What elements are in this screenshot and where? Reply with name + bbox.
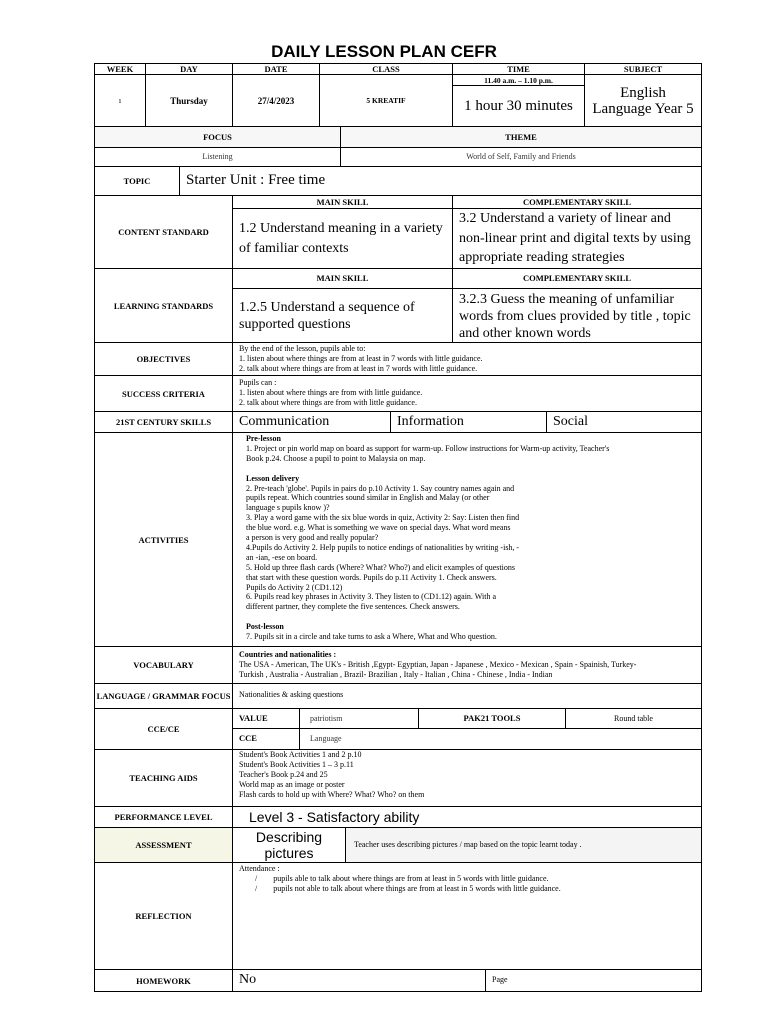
page-title: DAILY LESSON PLAN CEFR (271, 42, 497, 61)
reflection-line (239, 884, 701, 894)
objective-line: By the end of the lesson, pupils able to: (239, 344, 366, 353)
activity-line: an -ian, -ese on board. (246, 552, 318, 562)
homework-label: HOMEWORK (94, 969, 233, 992)
spacer (246, 612, 701, 622)
teaching-aid-line: Flash cards to hold up with Where? What? Who? on them (239, 789, 425, 799)
tick-mark: / (255, 883, 258, 893)
theme-label: THEME (340, 126, 702, 148)
activity-line: Pupils do Activity 2 (CD1.12) (246, 582, 343, 592)
activity-line: pupils repeat. Which countries sound similar in English and Malay (or other (246, 493, 490, 503)
focus-value: Listening (94, 147, 341, 167)
lesson-delivery-title: Lesson delivery (246, 473, 300, 483)
date-value: 27/4/2023 (232, 74, 320, 127)
duration-value: 1 hour 30 minutes (452, 85, 585, 127)
assessment-note: Teacher uses describing pictures / map based on the topic learnt today . (345, 827, 702, 863)
day-value: Thursday (145, 74, 233, 127)
vocabulary-title: Countries and nationalities : (239, 650, 337, 659)
learning-standards-label: LEARNING STANDARDS (94, 268, 233, 343)
vocabulary-line: The USA - American, The UK's - British ,Egypt- Egyptian, Japan - Japanese , Mexico - Mexican , Spain - Spainish, Turkey- (239, 659, 637, 669)
pre-lesson-title: Pre-lesson (246, 434, 281, 443)
teaching-aids-body (232, 749, 702, 807)
post-lesson-title: Post-lesson (246, 622, 284, 632)
skills21-label: 21ST CENTURY SKILLS (94, 411, 233, 433)
activity-line: 7. Pupils sit in a circle and take turns to ask a Where, What and Who question. (246, 632, 497, 642)
subject-header: SUBJECT (584, 63, 702, 75)
tick-mark: / (255, 873, 258, 883)
homework-value: No (232, 969, 486, 992)
skill-communication: Communication (232, 411, 391, 433)
topic-value: Starter Unit : Free time (179, 166, 702, 196)
teaching-aid-line: Student's Book Activities 1 and 2 p.10 (239, 750, 362, 759)
activities-body (232, 432, 702, 647)
cs-comp-text: 3.2 Understand a variety of linear and non-linear print and digital texts by using appropriate reading strategies (452, 208, 702, 269)
reflection-body (232, 862, 702, 970)
time-range: 11.40 a.m. – 1.10 p.m. (452, 74, 585, 86)
vocabulary-label: VOCABULARY (94, 646, 233, 684)
time-header: TIME (452, 63, 585, 75)
activity-line: 2. Pre-teach 'globe'. Pupils in pairs do p.10 Activity 1. Say country names again and (246, 483, 515, 493)
activity-line: 1. Project or pin world map on board as support for warm-up. Follow instructions for Warm-up activity, Teacher's (246, 443, 610, 453)
objective-line: 2. talk about where things are from at least in 7 words with little guidance. (239, 363, 478, 373)
ls-main-skill-label: MAIN SKILL (232, 268, 453, 289)
pak21-label: PAK21 TOOLS (418, 708, 566, 729)
ls-main-text: 1.2.5 Understand a sequence of supported questions (232, 288, 453, 343)
ls-comp-text: 3.2.3 Guess the meaning of unfamiliar words from clues provided by title , topic and other known words (452, 288, 702, 343)
cs-main-skill-label: MAIN SKILL (232, 195, 453, 209)
vocabulary-body (232, 646, 702, 684)
objectives-body (232, 342, 702, 376)
topic-label: TOPIC (94, 166, 180, 196)
date-header: DATE (232, 63, 320, 75)
success-line: Pupils can : (239, 378, 277, 387)
cce-label: CCE/CE (94, 708, 233, 750)
activity-line: the blue word. e.g. What is something we wave on special days. What word means (246, 523, 511, 533)
skill-social: Social (546, 411, 702, 433)
content-standard-label: CONTENT STANDARD (94, 195, 233, 269)
skill-information: Information (390, 411, 547, 433)
activity-line: 6. Pupils read key phrases in Activity 3. They listen to (CD1.12) again. With a (246, 592, 497, 602)
cs-comp-skill-label: COMPLEMENTARY SKILL (452, 195, 702, 209)
reflection-label: REFLECTION (94, 862, 233, 970)
activity-line: that start with these question words. Pupils do p.11 Activity 1. Check answers. (246, 572, 497, 582)
activity-line: a person is very good and really popular? (246, 533, 379, 543)
assessment-method: Describing pictures (232, 827, 346, 863)
spacer (246, 464, 701, 474)
theme-value: World of Self, Family and Friends (340, 147, 702, 167)
performance-value: Level 3 - Satisfactory ability (232, 806, 702, 828)
reflection-line-text: pupils able to talk about where things are from at least in 5 words with little guidance. (273, 873, 549, 883)
teaching-aids-label: TEACHING AIDS (94, 749, 233, 807)
focus-label: FOCUS (94, 126, 341, 148)
objective-line: 1. listen about where things are from at least in 7 words with little guidance. (239, 353, 483, 363)
class-value: 5 KREATIF (319, 74, 453, 127)
activity-line: 3. Play a word game with the six blue words in quiz, Activity 2: Say: Listen then find (246, 513, 520, 523)
activity-line: language s pupils know )? (246, 503, 330, 513)
success-line: 1. listen about where things are from with little guidance. (239, 387, 423, 397)
day-header: DAY (145, 63, 233, 75)
value-label: VALUE (232, 708, 300, 729)
class-header: CLASS (319, 63, 453, 75)
cs-main-text: 1.2 Understand meaning in a variety of familiar contexts (232, 208, 453, 269)
vocabulary-line: Turkish , Australia - Australian , Brazil- Brazilian , Italy - Italian , China - Chinese , India - Indian (239, 669, 553, 679)
grammar-label: LANGUAGE / GRAMMAR FOCUS (94, 683, 233, 709)
assessment-label: ASSESSMENT (94, 827, 233, 863)
reflection-line (239, 874, 701, 884)
success-criteria-body (232, 375, 702, 412)
teaching-aid-line: Teacher's Book p.24 and 25 (239, 769, 328, 779)
activity-line: 5. Hold up three flash cards (Where? What? Who?) and elicit examples of questions (246, 562, 515, 572)
success-criteria-label: SUCCESS CRITERIA (94, 375, 233, 412)
teaching-aid-line: Student's Book Activities 1 – 3 p.11 (239, 759, 354, 769)
week-header: WEEK (94, 63, 146, 75)
grammar-value: Nationalities & asking questions (232, 683, 702, 709)
activities-label: ACTIVITIES (94, 432, 233, 647)
objectives-label: OBJECTIVES (94, 342, 233, 376)
success-line: 2. talk about where things are from with little guidance. (239, 397, 417, 407)
value-value: patriotism (299, 708, 419, 729)
week-value: ı (94, 74, 146, 127)
attendance-label: Attendance : (239, 864, 280, 873)
reflection-line-text: pupils not able to talk about where things are from at least in 5 words with little guidance. (273, 883, 561, 893)
activity-line: 4.Pupils do Activity 2. Help pupils to notice endings of nationalities by writing -ish, - (246, 542, 520, 552)
subject-value: English Language Year 5 (584, 74, 702, 127)
cce-value: Language (299, 728, 702, 750)
performance-label: PERFORMANCE LEVEL (94, 806, 233, 828)
homework-page-label: Page (485, 969, 702, 992)
pak21-value: Round table (565, 708, 702, 729)
teaching-aid-line: World map as an image or poster (239, 779, 345, 789)
activity-line: different partner, they complete the five sentences. Check answers. (246, 602, 460, 612)
activity-line: Book p.24. Choose a pupil to point to Malaysia on map. (246, 453, 426, 463)
cce-sub-label: CCE (232, 728, 300, 750)
ls-comp-skill-label: COMPLEMENTARY SKILL (452, 268, 702, 289)
